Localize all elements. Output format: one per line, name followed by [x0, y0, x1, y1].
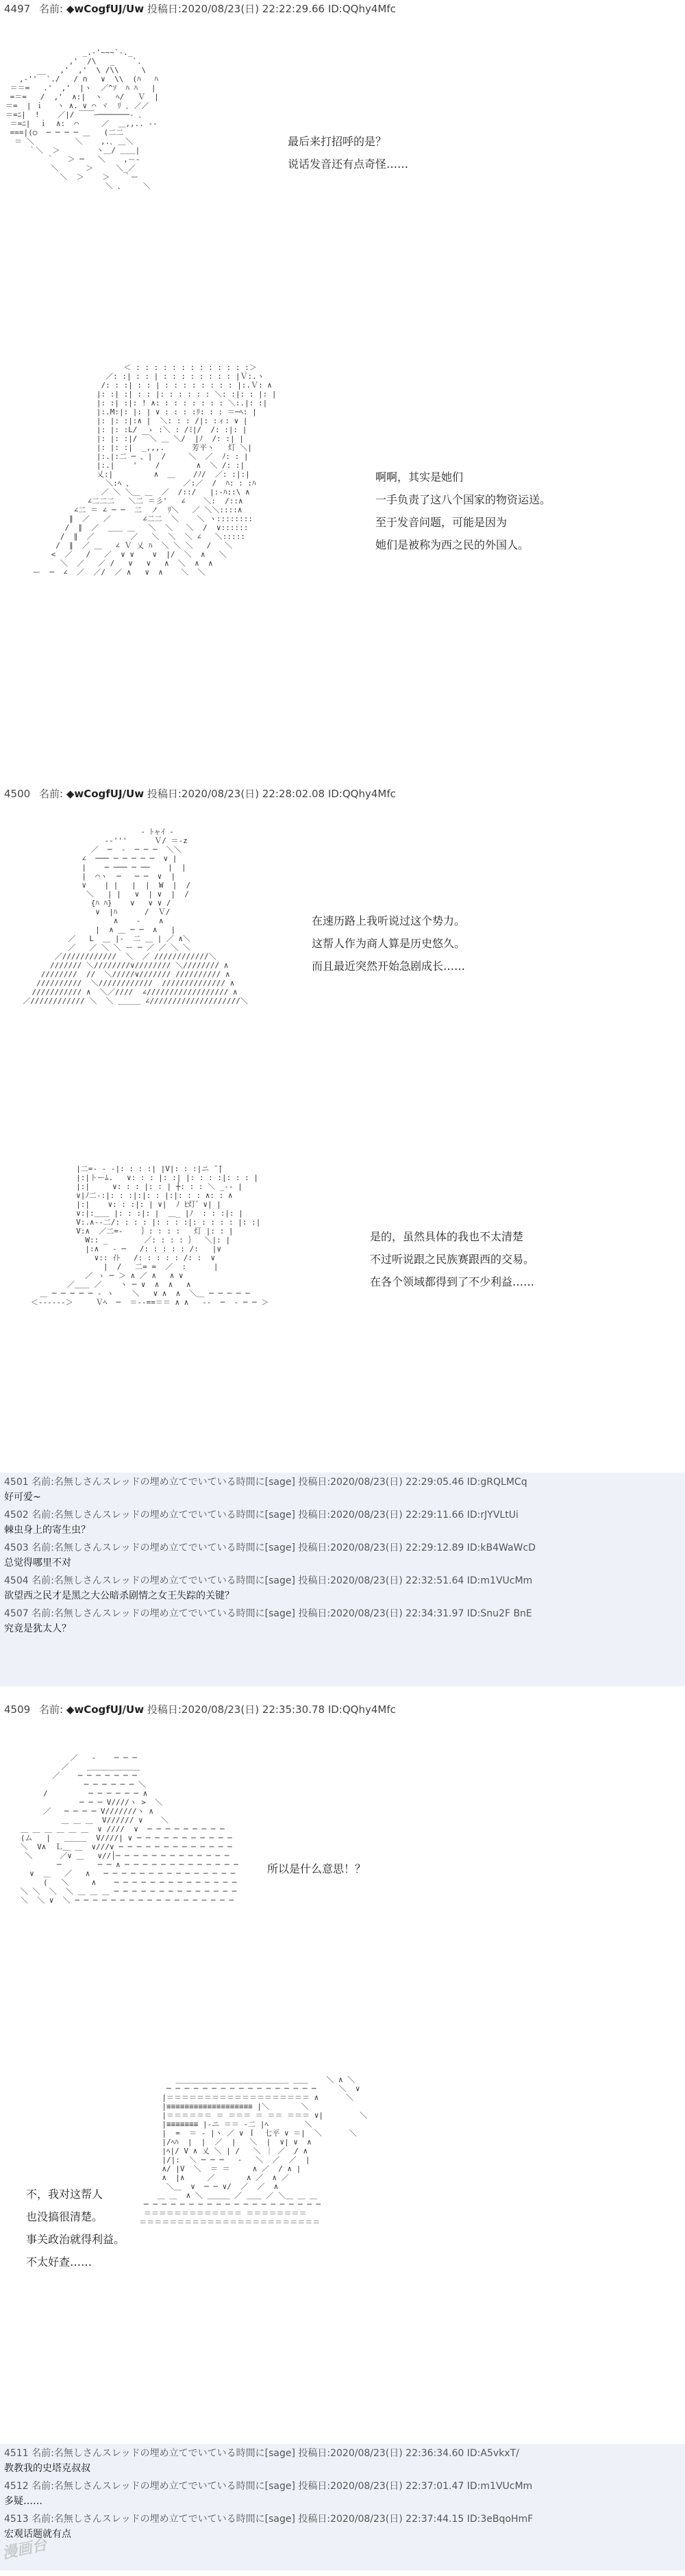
dialogue-block	[26, 2183, 125, 2273]
dialogue-line: 是的，虽然具体的我也不太清楚	[370, 1230, 524, 1243]
dialogue-line: 她们是被称为西之民的外国人。	[375, 538, 530, 551]
reply-meta: 4513 名前:名無しさんスレッドの埋め立てでいている時間に[sage] 投稿日:2020/08/23(日) 22:37:44.15 ID:3eBqoHmF	[4, 2514, 534, 2525]
post-header	[4, 1, 396, 16]
post-trip: ◆wCogfUJ/Uw	[66, 3, 145, 15]
post-number: 4500	[4, 788, 31, 800]
reply-meta: 4502 名前:名無しさんスレッドの埋め立てでいている時間に[sage] 投稿日:2020/08/23(日) 22:29:11.66 ID:rJYVLtUi	[4, 1510, 519, 1521]
reply-list	[0, 1473, 685, 1686]
post-date: 投稿日:2020/08/23(日) 22:28:02.08 ID:QQhy4Mfc	[147, 788, 396, 800]
post-name-label: 名前:	[38, 1703, 64, 1716]
post-name-label: 名前:	[38, 788, 64, 800]
reply-body: 宏观话题就有点	[4, 2529, 71, 2540]
ascii-art-character-2: ＜ : : : : : : : : : : : : :＞ ／: :| : : | : : : : : : : : |Ｖ:.ヽ /: : :| : : | : : : : : : : : |:.Ｖ: ∧ |: :| :| : : |: : : : : : ＼: :|: : |: | |: :| :|: ! ∧: : : : : : : : ＼:.|: :| |:.M:|: |: | ∨ : : : :ﾘ: : : ＝─ﾍ: | |: |: :|:∧ | ＼: : : /|: :ィ: ∨ | |: |: :L/ ゝ :＼ : /ﾐ|/ /: :|: | |: |: :|/ ￣＼ ＿ ＼/ |ﾉ /: :| | |: |: :| _,,,. 芳平ヽ 灯 ＼| |:.|:二 ─ 、| / ＼ ／ ﾉ: : | |:.| ' / ∧ ＼ /: :| 乂:| ∧ ＿ /ﾉ/ ／: :|:| ＼:ﾍ 、 ／:／ / ﾊ: : :ﾊ ／ ＼ ＼＿ ＿ ／ /::/ |:-ﾊ::\ ∧ ∠二二二 ＼二 ＝彡' ∠ ＼: /::∧ ∠二 ＝ ∠ ─ ─ 二 ノ ﾘ＼ ／ ＼＼::::∧ ∥ ／ ／ ∠二二 ＼ ＼ ヽ:::::::: / ∥ ／ ＿＿ ＿ ＼ ＼ ＼ / ∨:::::: / ∥ ／ ／ ＼ ＼ ＼ ∠ ＼::::: / ∥ ／ ＿ ∠ Ｖ 乂 ﾊ ＼ ＼ ＼ / ＼ < ／ / ／ ∨ ∨ ∨ |/ ＼ ∧ ＼ ＼ ／ ／ / ∨ ∨ ∧ ＼ ∧ ∧ ー ─ ∠ ／ ／/ ／ ∧ ∨ ∧ ＼ ＼	[33, 363, 277, 577]
dialogue-line: 也没搞很清楚。	[26, 2210, 103, 2223]
ascii-art-character-6: ＿＿＿＿＿＿＿＿＿＿＿＿＿＿＿ ＿＿ ＼ ∧ ＼ ─ ─ ─ ─ ─ ─ ─ ─ ─ ─ ─ ─ ─ ─ ─ ─ ─ ＼ ∨ |＝＝＝＝＝＝＝＝＝＝＝＝＝＝＝＝＝＝＝ ∧ ＼ |≡≡≡≡≡≡≡≡≡≡≡≡≡≡≡≡≡≡≡ |＼ ＼ |＝＝＝＝＝＝ ＝ ＝＝＝ ＝ ＝＝ ＝＝＝ ∨| ＼ |≡≡≡≡≡≡≡ |-ニ ＝＝ -二 |ﾍ ＼ | = ＝ ‐ |ヽ ／ ∨ Ｉ 七平 ∨ ＝| ＼ ＼ |/ﾍﾊ | | ／ | ＼ | ∨| ∨ ∧ |ﾍ|/ V ∧ 乂 ＼ | / ＼ ｜ ／ / ∧ |/|: ＼ ─ ─ ─ ‐ ＼ ／ ／ | ∧/ |V ＼ ＝ ＝ ∧ ／ / ∧ | ∧ |∧ ／ ∧ ／ ∧ ／ ＼＿ ∨ ─ ─ ∨/ ／ ／ ∧ ＿ ＿ ∧ ＼ ＿＿＿ ／ ＿＿ ／ ＼＿ ＿ ＿ ─ ─ ─ ─ ─ ─ ─ ─ ─ ─ ─ ─ ─ ─ ─ ─ ─ ─ ─ ─ ＝＝＝＝＝＝＝＝＝＝＝＝＝ ＝＝＝＝＝＝＝＝ ＝＝＝＝＝＝＝＝＝＝＝＝＝＝＝＝＝＝＝＝＝＝＝＝	[139, 2075, 367, 2227]
reply-item	[0, 1473, 685, 1505]
dialogue-line: 在各个领域都得到了不少利益……	[370, 1275, 535, 1288]
post-name-label: 名前:	[38, 3, 64, 15]
reply-body: 棘虫身上的寄生虫？	[4, 1525, 90, 1536]
reply-item	[0, 2444, 685, 2477]
dialogue-line: 说话发音还有点奇怪……	[288, 158, 409, 171]
reply-body: 总觉得哪里不对	[4, 1558, 71, 1568]
dialogue-line: 在速历路上我听说过这个势力。	[312, 914, 466, 927]
post-trip: ◆wCogfUJ/Uw	[66, 788, 145, 800]
dialogue-block	[267, 1858, 366, 1880]
reply-body: 究竟是犹太人？	[4, 1623, 71, 1634]
reply-meta: 4507 名前:名無しさんスレッドの埋め立てでいている時間に[sage] 投稿日:2020/08/23(日) 22:34:31.97 ID:Snu2F BnE	[4, 1608, 532, 1619]
reply-item	[0, 1505, 685, 1538]
reply-item	[0, 2477, 685, 2510]
dialogue-block	[288, 130, 408, 175]
ascii-art-character-1: _.-'~~~`-._ ,' /\ _ `. __ ,' ,' \ /\\ \ ,-'' `./ / ∩ ∨ \\ (ﾊ ﾊ ＝＝= .' ,' |ヽ ／^ｿ ﾊ ﾊ | =＝= / ,' ∧:| ヽ ﾍ/ Ｖ | ＝= | ｉ ヽ ∧. ∨ ⌒ ヾ ﾘ ､ ／／ ＝=ﾆ| ! ／|/ ￣￣ｰ───────‐ ､ ＝=ﾆ| ｉ ∧: ⌒ ／ ＿,,.. -‐ ===|(○ ─ ─ ─ ─ ＿ (二二 ＝ ＼ ＼ ,.､ ＿＼ ｀＼ ＞ ヽ＿/ ＿＿| ｀ ＞ ─ ＼ ,－- ＼ ＞ ＼_／ ＼ ＞ ＞ ｀ー ＼ 、 ＼	[5, 48, 159, 190]
ascii-art-character-3: ‐ ﾄャｲ - -‐''' Ｖ/ ＝-z ／ ─ ‐ ─ ─ ─ ＼＼ ∠ ─── ─ ─ ─ ─ ─ ∨ | | ─ ─── ─ ── | | | ⌒ヽ ─ ─ ─ ∨ | ∨ | | | | W | / ＼ | | ∨ | ∨ | / {ﾊ ﾊ} ∨ ∨ ∨ / ∨ |ﾊ / Ｖ/ ∧ ‐ ∧ | ∧ ＿ ─ ─ ∧ | ／ L ＿ |‐ 二 ＿ | ／ ∧＼ ／ ／ ＼ ＼ ー ─ ／ ／ ＼ ＼ ／//////////// ＼ ／ ////////////＼ /////// ＼////////∨//////// ＼//////// ∧ //////// // ＼/////∨/////// ////////// ∧ ////////// ＼//////////// ////////////// ∧ /////////// ∧ ＼／//// ∠////////////////// ∧ ／//////////// ＼ ＼ ＿＿＿ ∠////////////////////＼	[23, 827, 248, 1005]
dialogue-line: 一手负责了这八个国家的物资运送。	[375, 493, 551, 506]
dialogue-block	[375, 466, 551, 556]
post-header	[4, 786, 396, 801]
reply-meta: 4503 名前:名無しさんスレッドの埋め立てでいている時間に[sage] 投稿日:2020/08/23(日) 22:29:12.89 ID:kB4WaWcD	[4, 1542, 536, 1553]
ascii-art-character-5: ／ ‐ ─ ─ ─ ／ ＿＿＿＿＿＿＿ ／ ─ ─ ─ ─ ─ ─ ─ ─ ─ ─ ─ ─ ─ ＼ / ─ ─ ─ ─ ─ ─ ∧ ─ ─ ─ V////ヽ > ＼ ／ ─ ─ ─ ─ V///////ヽ ∧ ＿ ＿ ＿ V////// ∨ ＼ ＿ ＿ ＿ ＿ ＿ ＿ ∨ //// ∨ ─ ─ ─ ─ ─ ─ ─ ─ ─ (ム | ＿＿＿ V////| ∨ ─ ─ ─ ─ ─ ─ ─ ─ ─ ─ ─ ＼ V∧ Ｌ＿ ＿ ∨///∨ ─ ─ ─ ─ ─ ─ ─ ─ ─ ─ ─ ─ ─ ＼ ／∨ ＿ ∨//│─ ─ ─ ─ ─ ─ ─ ─ ─ ─ ─ ─ ─ ─ ─ ─ ∧ ─ ─ ─ ─ ─ ─ ─ ─ ─ ─ ─ ─ ─ ∨ ＿ ／ ∧ ─ ─ ─ ─ ─ ─ ─ ─ ─ ─ ─ ─ ─ ─ ─ ( ＼ ∧ ─ ─ ─ ─ ─ ─ ─ ─ ─ ─ ─ ─ ─ ─ ＼ ＼ ＼ ＼ ＿ ＿ ＿ ─ ─ ─ ─ ─ ─ ─ ─ ─ ─ ─ ─ ─ ─ ＼ ＼ ∨ ＼ ─ ─ ─ ─ ─ ─ ─ ─ ─ ─ ─ ─ ─ ─ ─ ─ ─ ─	[20, 1753, 238, 1905]
post-date: 投稿日:2020/08/23(日) 22:22:29.66 ID:QQhy4Mfc	[147, 3, 396, 15]
dialogue-line: 啊啊，其实是她们	[375, 471, 464, 484]
dialogue-line: 不过听说跟之民族赛跟西的交易。	[370, 1253, 535, 1266]
reply-meta: 4512 名前:名無しさんスレッドの埋め立てでいている時間に[sage] 投稿日:2020/08/23(日) 22:37:01.47 ID:m1VUcMm	[4, 2481, 533, 2492]
post-trip: ◆wCogfUJ/Uw	[66, 1703, 145, 1716]
post-number: 4497	[4, 3, 31, 15]
post-number: 4509	[4, 1703, 31, 1716]
reply-item	[0, 2510, 685, 2542]
dialogue-line: 这帮人作为商人算是历史悠久。	[312, 937, 466, 950]
reply-item	[0, 1604, 685, 1637]
reply-body: 欲望西之民才是黑之大公暗杀剧情之女王失踪的关键？	[4, 1590, 234, 1601]
dialogue-line: 最后来打招呼的是？	[288, 135, 387, 148]
reply-item	[0, 1571, 685, 1604]
dialogue-block	[312, 910, 465, 977]
ascii-art-character-4: |二=‐ ‐ ‐|: : : :| |V|: : :|ニ ̄ ̄| |:|トーﾑ. ∨: : : |: :| |: : : :|: : : | |:| ∨: : : |: : | ┼: : : ＼ _-‐ | ∨|ﾉ二‐:|: : :|:|: : |:|: : : ∧: : ∧ |:| ∨: : :|: | ∨| ﾉ ﾋ灯゛∨| | ∨:|:＿＿ |: : :|: | ＿_ |ﾉ : : :|: | V:.∧‐-二/: : : : |: : : :|: : : : : |: :| V:∧ ／二=‐ ｝: : : : 灯 |: : | W:: _ ／: : : : ｝ ＼|: | |:∧ ‐ ─ /: : : : : /: |∨ ∨:: ｲﾄ /: : : : : /: : ∨ | / 二= = ／ : | ／ ゝ ─ ＞ ∧ ／ ∧ ∧ ∨ ／＿＿ ／ ヽ ─ ∨ ∧ ∧ ∧ ＿ ─ ─ ─ ─ ─ ‐ ヽ ＼ ∨ ∧ ∧ ＼＿ ─ ─ ─ ─ ─ ＜‐‐‐‐‐‐＞ Ｖﾍ ─ ＝‐‐==＝＝ ∧ ∧ ‐‐ ─ ‐ ─ ─ ＞	[30, 1164, 269, 1307]
dialogue-line: 至于发音问题，可能是因为	[375, 516, 508, 529]
post-date: 投稿日:2020/08/23(日) 22:35:30.78 ID:QQhy4Mfc	[147, 1703, 396, 1716]
dialogue-line: 不太好查……	[26, 2255, 92, 2268]
reply-list	[0, 2444, 685, 2571]
dialogue-line: 不，我对这帮人	[26, 2188, 103, 2201]
reply-meta: 4501 名前:名無しさんスレッドの埋め立てでいている時間に[sage] 投稿日:2020/08/23(日) 22:29:05.46 ID:gRQLMCq	[4, 1477, 527, 1488]
reply-body: 多疑……	[4, 2496, 42, 2507]
post-header	[4, 1702, 396, 1716]
reply-meta: 4511 名前:名無しさんスレッドの埋め立てでいている時間に[sage] 投稿日:2020/08/23(日) 22:36:34.60 ID:A5vkxT/	[4, 2448, 519, 2459]
dialogue-line: 所以是什么意思！？	[267, 1862, 366, 1875]
reply-body: 好可爱~	[4, 1492, 41, 1503]
dialogue-line: 事关政治就得利益。	[26, 2233, 125, 2246]
reply-body: 教教我的史塔克叔叔	[4, 2463, 90, 2474]
reply-item	[0, 1538, 685, 1571]
reply-meta: 4504 名前:名無しさんスレッドの埋め立てでいている時間に[sage] 投稿日:2020/08/23(日) 22:32:51.64 ID:m1VUcMm	[4, 1575, 533, 1586]
dialogue-line: 而且最近突然开始急剧成长……	[312, 960, 466, 973]
dialogue-block	[370, 1225, 534, 1293]
site-watermark-logo: 漫画台	[1, 2536, 49, 2563]
